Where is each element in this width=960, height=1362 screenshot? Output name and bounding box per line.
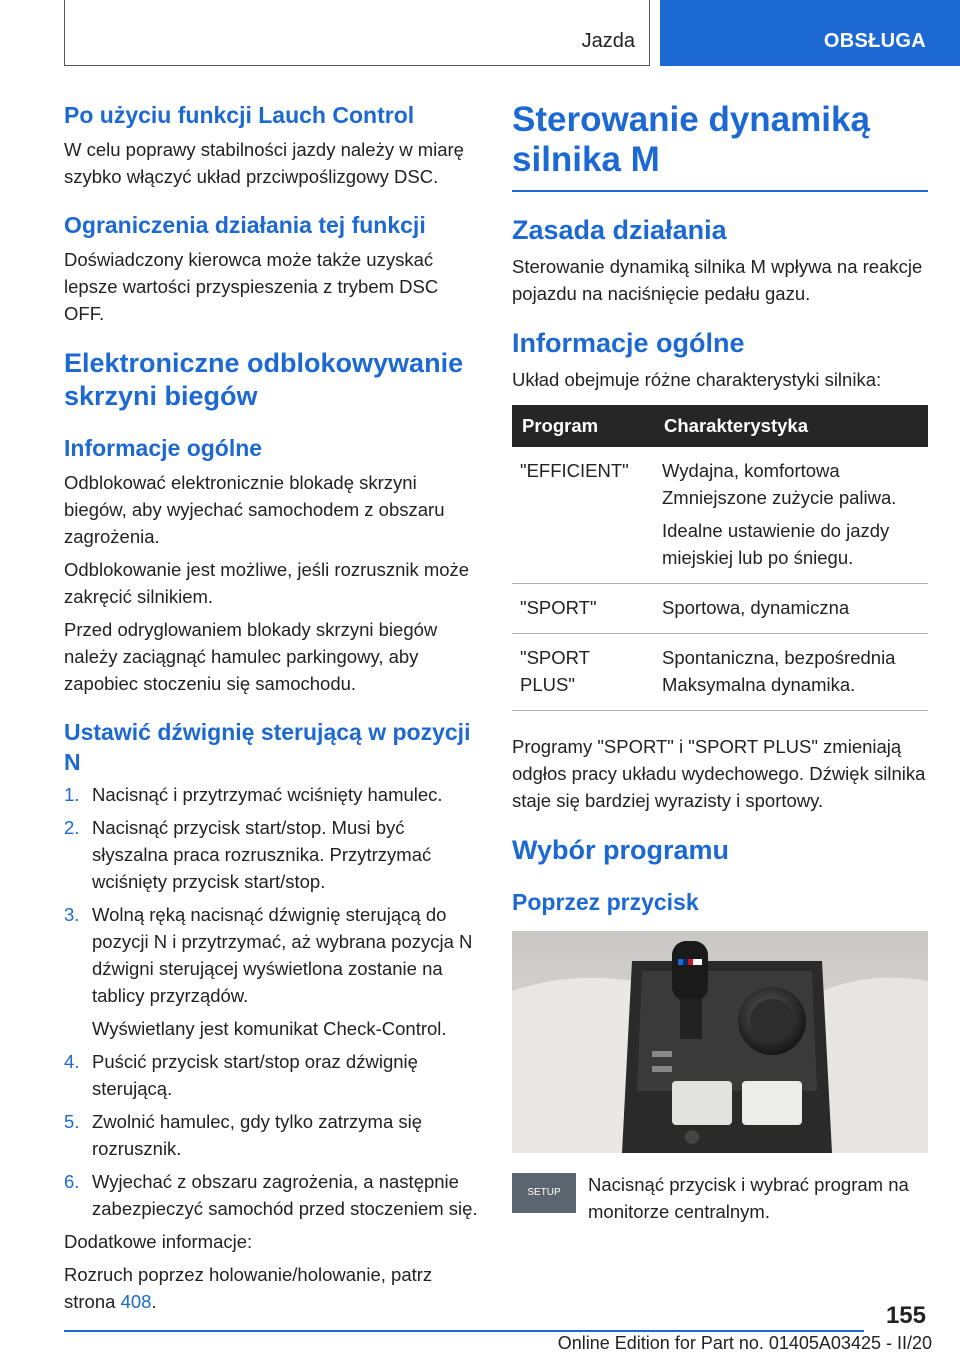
para-after-launch: W celu poprawy stabilności jazdy należy w miarę szybko włączyć układ przciwpoślizgowy DSC. bbox=[64, 139, 464, 187]
reference-dot: . bbox=[151, 1291, 157, 1312]
section-label: Jazda bbox=[581, 30, 635, 52]
para-sound: Programy "SPORT" i "SPORT PLUS" zmieniają odgłos pracy układu wydechowego. Dźwięk silnika staje się bardziej wyrazisty i sportowy. bbox=[512, 735, 926, 811]
page-number: 155 bbox=[885, 1302, 926, 1329]
table-cell-desc bbox=[654, 633, 928, 710]
heading-select-program: Wybór programu bbox=[512, 834, 730, 865]
para-reference bbox=[64, 1261, 480, 1315]
para-more-info: Dodatkowe informacje: bbox=[64, 1231, 253, 1252]
step-number: 3. bbox=[64, 904, 80, 925]
footer-rule bbox=[64, 1330, 864, 1332]
header-box bbox=[64, 0, 650, 66]
list-item bbox=[64, 1168, 480, 1222]
table-header: Program bbox=[512, 405, 654, 447]
step-text: Nacisnąć i przytrzymać wciśnięty hamulec. bbox=[92, 784, 443, 805]
chapter-tab-label: OBSŁUGA bbox=[823, 30, 926, 52]
page-title: Sterowanie dynamiką silnika M bbox=[512, 100, 870, 179]
table-row bbox=[512, 447, 928, 584]
page-link[interactable]: 408 bbox=[120, 1291, 152, 1312]
table-cell-program: "SPORT PLUS" bbox=[512, 633, 654, 710]
reference-text: Rozruch poprzez holowanie/holowanie, patrz strona bbox=[64, 1264, 433, 1312]
step-text: Wolną ręką nacisnąć dźwignię sterującą do pozycji N i przytrzymać, aż wybrana pozycja N dźwigni sterującej wyświetlona zostanie na tablicy przyrządów. bbox=[92, 904, 473, 1006]
list-item bbox=[64, 781, 480, 808]
step-text: Nacisnąć przycisk start/stop. Musi być słyszalna praca rozrusznika. Przytrzymać wciśnięty przycisk start/stop. bbox=[92, 817, 432, 892]
list-item bbox=[64, 814, 480, 895]
setup-instruction bbox=[512, 1171, 928, 1225]
center-console-photo bbox=[512, 931, 928, 1153]
steps-list bbox=[64, 781, 480, 1222]
left-column bbox=[64, 100, 480, 1315]
step-number: 2. bbox=[64, 817, 80, 838]
console-illustration bbox=[512, 931, 928, 1153]
para-general-3: Przed odryglowaniem blokady skrzyni biegów należy zaciągnąć hamulec parkingowy, aby zapobiec stoczeniu się samochodu. bbox=[64, 619, 438, 694]
para-setup: Nacisnąć przycisk i wybrać program na monitorze centralnym. bbox=[588, 1173, 909, 1222]
heading-general-info-right: Informacje ogólne bbox=[512, 327, 745, 358]
step-number: 6. bbox=[64, 1171, 80, 1192]
heading-via-button: Poprzez przycisk bbox=[512, 888, 699, 915]
para-general-2: Odblokowanie jest możliwe, jeśli rozrusznik może zakręcić silnikiem. bbox=[64, 559, 470, 607]
step-number: 5. bbox=[64, 1111, 80, 1132]
footer-edition: Online Edition for Part no. 01405A03425 - II/20 bbox=[557, 1333, 932, 1353]
para-general-1: Odblokować elektronicznie blokadę skrzyni biegów, aby wyjechać samochodem z obszaru zagrożenia. bbox=[64, 472, 445, 547]
program-table bbox=[512, 405, 928, 711]
list-item bbox=[64, 1108, 480, 1162]
desc-line: Idealne ustawienie do jazdy miejskiej lub po śniegu. bbox=[662, 519, 890, 568]
para-general-right: Układ obejmuje różne charakterystyki silnika: bbox=[512, 368, 882, 390]
desc-line: Sportowa, dynamiczna bbox=[662, 596, 850, 618]
table-cell-program: "EFFICIENT" bbox=[512, 447, 654, 584]
table-cell-desc bbox=[654, 583, 928, 633]
list-item bbox=[64, 901, 480, 1042]
right-column bbox=[512, 100, 928, 1225]
setup-button-icon: SETUP bbox=[512, 1173, 576, 1213]
heading-unlock: Elektroniczne odblokowywanie skrzyni biegów bbox=[64, 348, 464, 411]
heading-principle: Zasada działania bbox=[512, 214, 727, 245]
list-item bbox=[64, 1048, 480, 1102]
step-number: 1. bbox=[64, 784, 80, 805]
para-principle: Sterowanie dynamiką silnika M wpływa na reakcje pojazdu na naciśnięcie pedału gazu. bbox=[512, 255, 923, 304]
heading-after-launch: Po użyciu funkcji Lauch Control bbox=[64, 102, 415, 128]
table-cell-program: "SPORT" bbox=[512, 583, 654, 633]
heading-set-n: Ustawić dźwignię sterującą w pozycji N bbox=[64, 719, 471, 775]
table-cell-desc bbox=[654, 447, 928, 584]
desc-line: Wydajna, komfortowa Zmniejszone zużycie paliwa. bbox=[662, 459, 897, 508]
table-row bbox=[512, 633, 928, 710]
step-text: Zwolnić hamulec, gdy tylko zatrzyma się rozrusznik. bbox=[92, 1111, 423, 1159]
step-note: Wyświetlany jest komunikat Check-Control. bbox=[92, 1018, 447, 1039]
para-limits: Doświadczony kierowca może także uzyskać lepsze wartości przyspieszenia z trybem DSC OFF. bbox=[64, 249, 439, 324]
step-text: Wyjechać z obszaru zagrożenia, a następnie zabezpieczyć samochód przed stoczeniem się. bbox=[92, 1171, 478, 1219]
step-text: Puścić przycisk start/stop oraz dźwignię sterującą. bbox=[92, 1051, 418, 1099]
heading-general-info: Informacje ogólne bbox=[64, 435, 263, 461]
chapter-tab[interactable] bbox=[660, 0, 960, 66]
table-row bbox=[512, 583, 928, 633]
title-rule bbox=[512, 190, 928, 192]
step-number: 4. bbox=[64, 1051, 80, 1072]
desc-line: Spontaniczna, bezpośrednia Maksymalna dynamika. bbox=[662, 646, 896, 695]
heading-limits: Ograniczenia działania tej funkcji bbox=[64, 212, 426, 238]
table-header: Charakterystyka bbox=[654, 405, 928, 447]
